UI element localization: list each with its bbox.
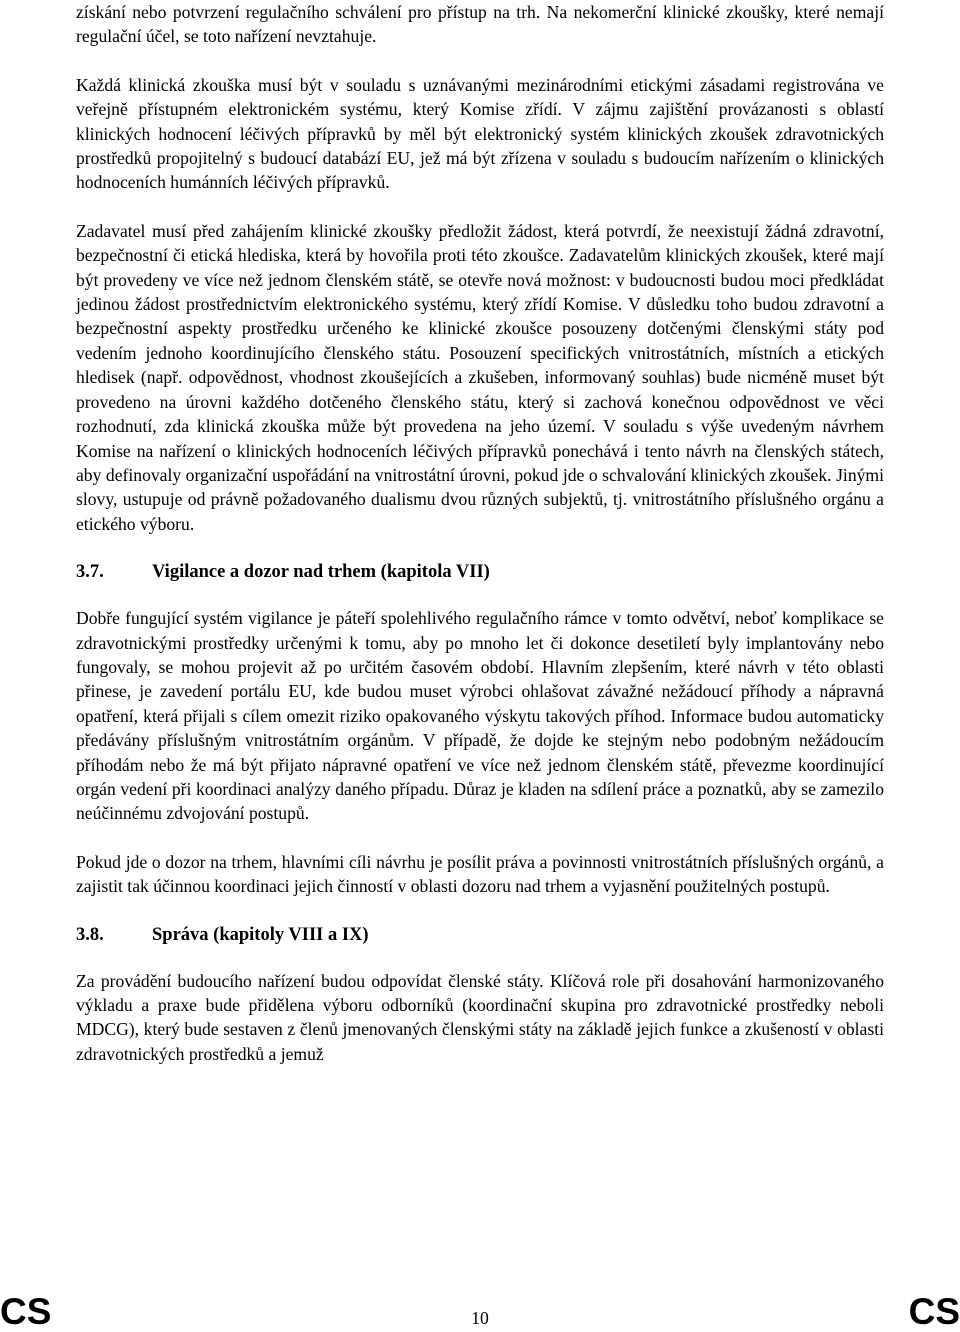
section-title: Správa (kapitoly VIII a IX)	[152, 924, 369, 945]
section-number: 3.7.	[76, 562, 104, 583]
section-heading-3-8	[76, 923, 884, 947]
paragraph-market-surveillance: Pokud jde o dozor na trhem, hlavními cíli návrhu je posílit práva a povinnosti vnitrostátních příslušných orgánů, a zajistit tak účinnou koordinaci jejich činností v oblasti dozoru nad trhem a vyjasnění použitelných postupů.	[76, 851, 884, 897]
paragraph-2: Každá klinická zkouška musí být v souladu s uznávanými mezinárodními etickými zásadami registrována ve veřejně přístupném elektronickém systému, který Komise zřídí. V zájmu zajištění provázanosti s oblastí klinických hodnocení léčivých přípravků by měl být elektronický systém klinických zkoušek zdravotnických prostředků propojitelný s budoucí databází EU, jež má být zřízena v souladu s budoucím nařízením o klinických hodnoceních humánních léčivých přípravků.	[76, 74, 884, 193]
paragraph-vigilance: Dobře fungující systém vigilance je páteří spolehlivého regulačního rámce v tomto odvětví, neboť komplikace se zdravotnickými prostředky určenými k tomu, aby po mnoho let či dokonce desetiletí byly implantovány nebo fungovaly, se mohou projevit až po určitém časovém období. Hlavním zlepšením, které návrh v této oblasti přinese, je zavedení portálu EU, kde budou muset výrobci ohlašovat závažné nežádoucí příhody a nápravná opatření, která přijali s cílem omezit riziko opakovaného výskytu takových příhod. Informace budou automaticky předávány příslušným vnitrostátním orgánům. V případě, že dojde ke stejným nebo podobným nežádoucím příhodám nebo že má být přijato nápravné opatření ve více než jednom členském státě, převezme koordinující orgán vedení při koordinaci analýzy daného případu. Důraz je kladen na sdílení práce a poznatků, aby se zamezilo neúčinnému zdvojování postupů.	[76, 608, 884, 824]
section-title: Vigilance a dozor nad trhem (kapitola VII)	[152, 562, 490, 583]
section-heading-3-7	[76, 560, 884, 584]
language-code-right: CS	[908, 1291, 960, 1332]
document-body	[76, 0, 884, 1090]
section-number: 3.8.	[76, 924, 104, 945]
paragraph-3: Zadavatel musí před zahájením klinické zkoušky předložit žádost, která potvrdí, že neexistují žádná zdravotní, bezpečnostní či etická hlediska, která by hovořila proti této zkoušce. Zadavatelům klinických zkoušek, které mají být provedeny ve více než jednom členském státě, se otevře nová možnost: v budoucnosti budou moci předkládat jedinou žádost prostřednictvím elektronického systému, který zřídí Komise. V důsledku toho budou zdravotní a bezpečnostní aspekty prostředku určeného ke klinické zkoušce posouzeny dotčenými členskými státy pod vedením jednoho koordinujícího členského státu. Posouzení specifických vnitrostátních, místních a etických hledisek (např. odpovědnost, vhodnost zkoušejících a zkušeben, informovaný souhlas) bude nicméně muset být provedeno na úrovni každého dotčeného členského státu, který si zachová konečnou odpovědnost ve věci rozhodnutí, zda klinická zkouška může být provedena na jeho území. V souladu s výše uvedeným návrhem Komise na nařízení o klinických hodnoceních léčivých přípravků ponechává i tento návrh na členských státech, aby definovaly organizační uspořádání na vnitrostátní úrovni, pokud jde o schvalování klinických zkoušek. Jinými slovy, ustupuje od právně požadovaného dualismu dvou různých subjektů, tj. vnitrostátního příslušného orgánu a etického výboru.	[76, 220, 884, 534]
paragraph-1: získání nebo potvrzení regulačního schválení pro přístup na trh. Na nekomerční klinické zkoušky, které nemají regulační účel, se toto nařízení nevztahuje.	[76, 2, 884, 47]
paragraph-governance: Za provádění budoucího nařízení budou odpovídat členské státy. Klíčová role při dosahování harmonizovaného výkladu a praxe bude přidělena výboru odborníků (koordinační skupina pro zdravotnické prostředky neboli MDCG), který bude sestaven z členů jmenovaných členskými státy na základě jejich funkce a zkušeností v oblasti zdravotnických prostředků a jemuž	[76, 970, 884, 1064]
language-code-left: CS	[0, 1291, 52, 1332]
page-number: 10	[471, 1308, 489, 1328]
